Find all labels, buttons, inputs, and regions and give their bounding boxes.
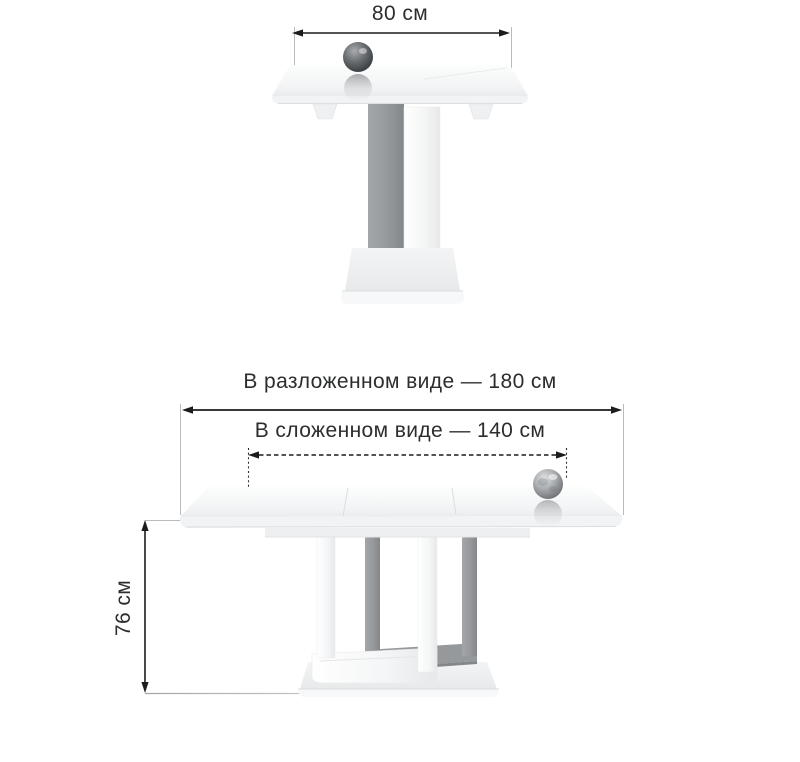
arrowhead-down-icon <box>141 682 148 693</box>
pedestal-column-gray-right <box>462 537 477 656</box>
folded-dimension-arrow <box>248 448 567 488</box>
sphere-reflection <box>344 74 372 102</box>
pedestal-column-white-left <box>317 537 335 658</box>
unfolded-dimension-label: В разложенном виде — 180 см <box>243 370 557 393</box>
decor-sphere <box>533 469 563 499</box>
arrowhead-right-icon <box>556 451 567 458</box>
pedestal-base-top <box>345 248 460 291</box>
sphere-highlight <box>359 48 367 54</box>
tabletop-edge-band <box>272 96 528 104</box>
arrowhead-left-icon <box>292 29 303 36</box>
sphere-marking <box>538 478 548 486</box>
arrowhead-left-icon <box>182 406 193 413</box>
table-side-view <box>180 469 622 697</box>
tabletop-bracket-left <box>313 104 337 119</box>
pedestal-column-gray-left <box>365 537 380 653</box>
tabletop-bracket-right <box>469 104 493 119</box>
sphere-highlight <box>549 474 558 480</box>
sphere-marking <box>549 486 557 492</box>
arrowhead-right-icon <box>499 29 510 36</box>
pedestal-base-plinth <box>341 291 464 304</box>
height-dimension-label: 76 см <box>112 579 135 637</box>
arrowhead-left-icon <box>248 451 259 458</box>
arrowhead-right-icon <box>611 406 622 413</box>
table-end-view <box>272 42 528 304</box>
tabletop-surface <box>272 65 528 96</box>
pedestal-base-plinth <box>298 689 499 697</box>
tabletop-apron <box>265 528 530 537</box>
pedestal-column-white-right <box>418 537 437 672</box>
decor-sphere <box>343 42 373 72</box>
folded-dimension-label: В сложенном виде — 140 см <box>254 419 546 442</box>
width-dimension-label: 80 см <box>371 2 429 25</box>
arrowhead-up-icon <box>141 520 148 531</box>
sphere-reflection <box>534 500 562 528</box>
